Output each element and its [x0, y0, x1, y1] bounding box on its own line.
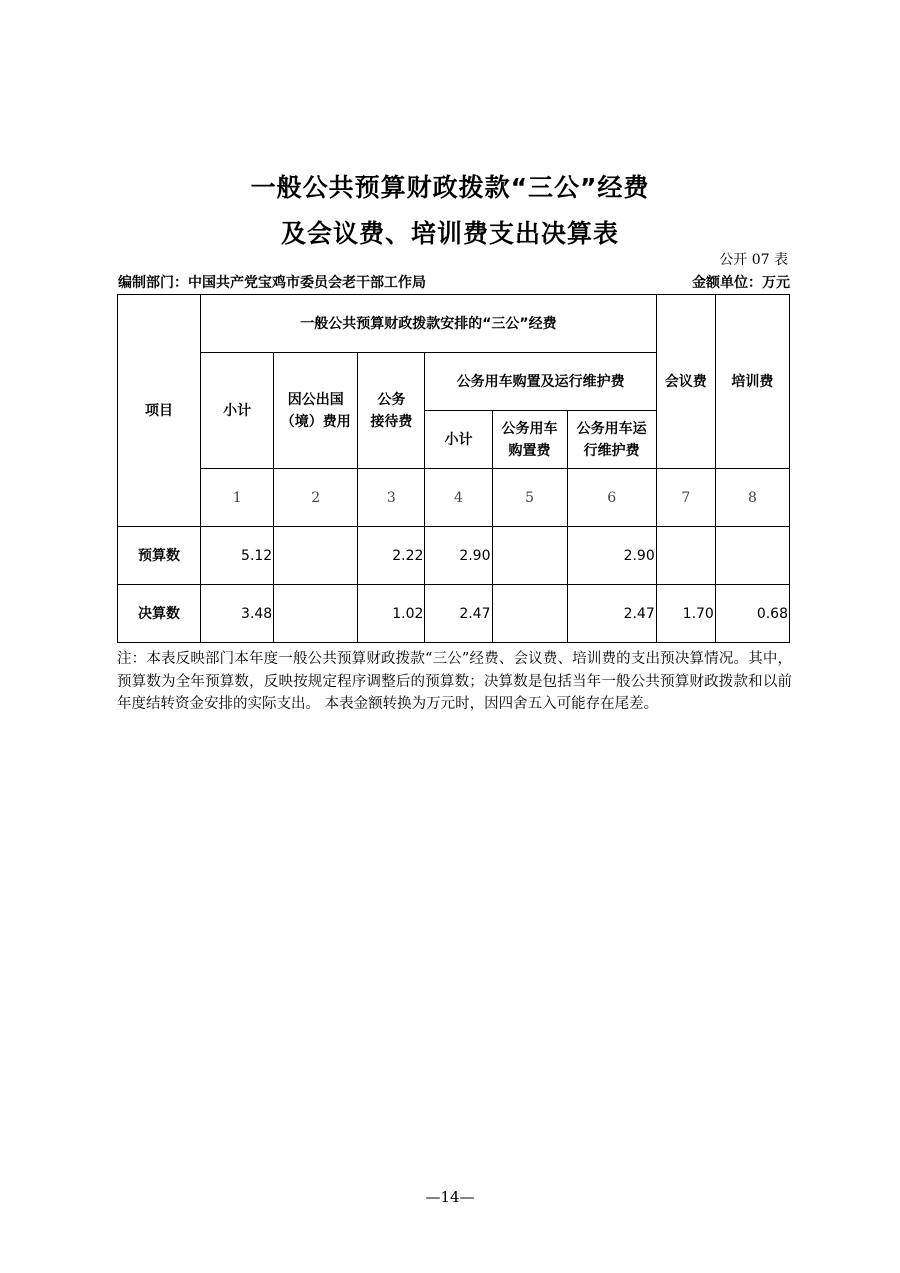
header-meeting: 会议费 — [656, 295, 715, 469]
table-cell: 1.70 — [656, 585, 715, 643]
header-vehicle-subtotal: 小计 — [425, 411, 492, 469]
header-training: 培训费 — [715, 295, 789, 469]
meta-row — [118, 272, 790, 294]
col-index: 8 — [715, 469, 789, 527]
header-vehicle-purchase — [492, 411, 567, 469]
col-index: 2 — [274, 469, 358, 527]
expense-table — [117, 294, 790, 643]
page-title-line2: 及会议费、培训费支出决算表 — [280, 219, 619, 248]
header-abroad — [274, 353, 358, 469]
header-vehicle-group: 公务用车购置及运行维护费 — [425, 353, 656, 411]
row-label: 决算数 — [118, 585, 201, 643]
table-note: 注：本表反映部门本年度一般公共预算财政拨款“三公”经费、会议费、培训费的支出预决算情况。其中，预算数为全年预算数，反映按规定程序调整后的预算数；决算数是包括当年一般公共预算财政拨款和以前年度结转资金安排的实际支出。 本表金额转换为万元时，因四舍五入可能存在尾差。 — [117, 651, 792, 712]
table-cell: 1.02 — [358, 585, 425, 643]
header-vehicle-purchase-line1: 公务用车 — [501, 420, 558, 437]
table-row-actual — [118, 585, 790, 643]
header-vehicle-run-line2: 行维护费 — [583, 442, 640, 459]
header-subtotal: 小计 — [201, 353, 274, 469]
unit-label: 金额单位：万元 — [692, 275, 790, 291]
table-row-budget — [118, 527, 790, 585]
header-vehicle-run-line1: 公务用车运 — [576, 420, 647, 437]
table-cell — [656, 527, 715, 585]
col-index: 3 — [358, 469, 425, 527]
header-vehicle-run — [567, 411, 656, 469]
table-cell: 2.22 — [358, 527, 425, 585]
table-cell: 2.90 — [567, 527, 656, 585]
table-cell — [715, 527, 789, 585]
table-cell: 5.12 — [201, 527, 274, 585]
col-index: 6 — [567, 469, 656, 527]
table-cell — [492, 527, 567, 585]
header-abroad-line2: （境）费用 — [280, 413, 351, 430]
page-title-line1: 一般公共预算财政拨款“三公”经费 — [250, 173, 650, 202]
page-number: —14— — [425, 1188, 475, 1206]
header-reception-line1: 公务 — [377, 391, 406, 408]
table-cell — [274, 527, 358, 585]
header-abroad-line1: 因公出国 — [287, 391, 344, 408]
col-index: 1 — [201, 469, 274, 527]
table-cell: 2.47 — [567, 585, 656, 643]
header-item: 项目 — [118, 295, 201, 527]
table-cell — [492, 585, 567, 643]
table-cell — [274, 585, 358, 643]
col-index: 5 — [492, 469, 567, 527]
header-vehicle-purchase-line2: 购置费 — [508, 442, 551, 459]
table-cell: 0.68 — [715, 585, 789, 643]
col-index: 4 — [425, 469, 492, 527]
form-number: 公开 07 表 — [719, 252, 788, 268]
table-cell: 2.47 — [425, 585, 492, 643]
header-reception-line2: 接待费 — [370, 413, 413, 430]
table-cell: 2.90 — [425, 527, 492, 585]
department-label: 编制部门：中国共产党宝鸡市委员会老干部工作局 — [118, 275, 426, 291]
table-cell: 3.48 — [201, 585, 274, 643]
header-group: 一般公共预算财政拨款安排的“三公”经费 — [201, 295, 657, 353]
row-label: 预算数 — [118, 527, 201, 585]
header-reception — [358, 353, 425, 469]
col-index: 7 — [656, 469, 715, 527]
